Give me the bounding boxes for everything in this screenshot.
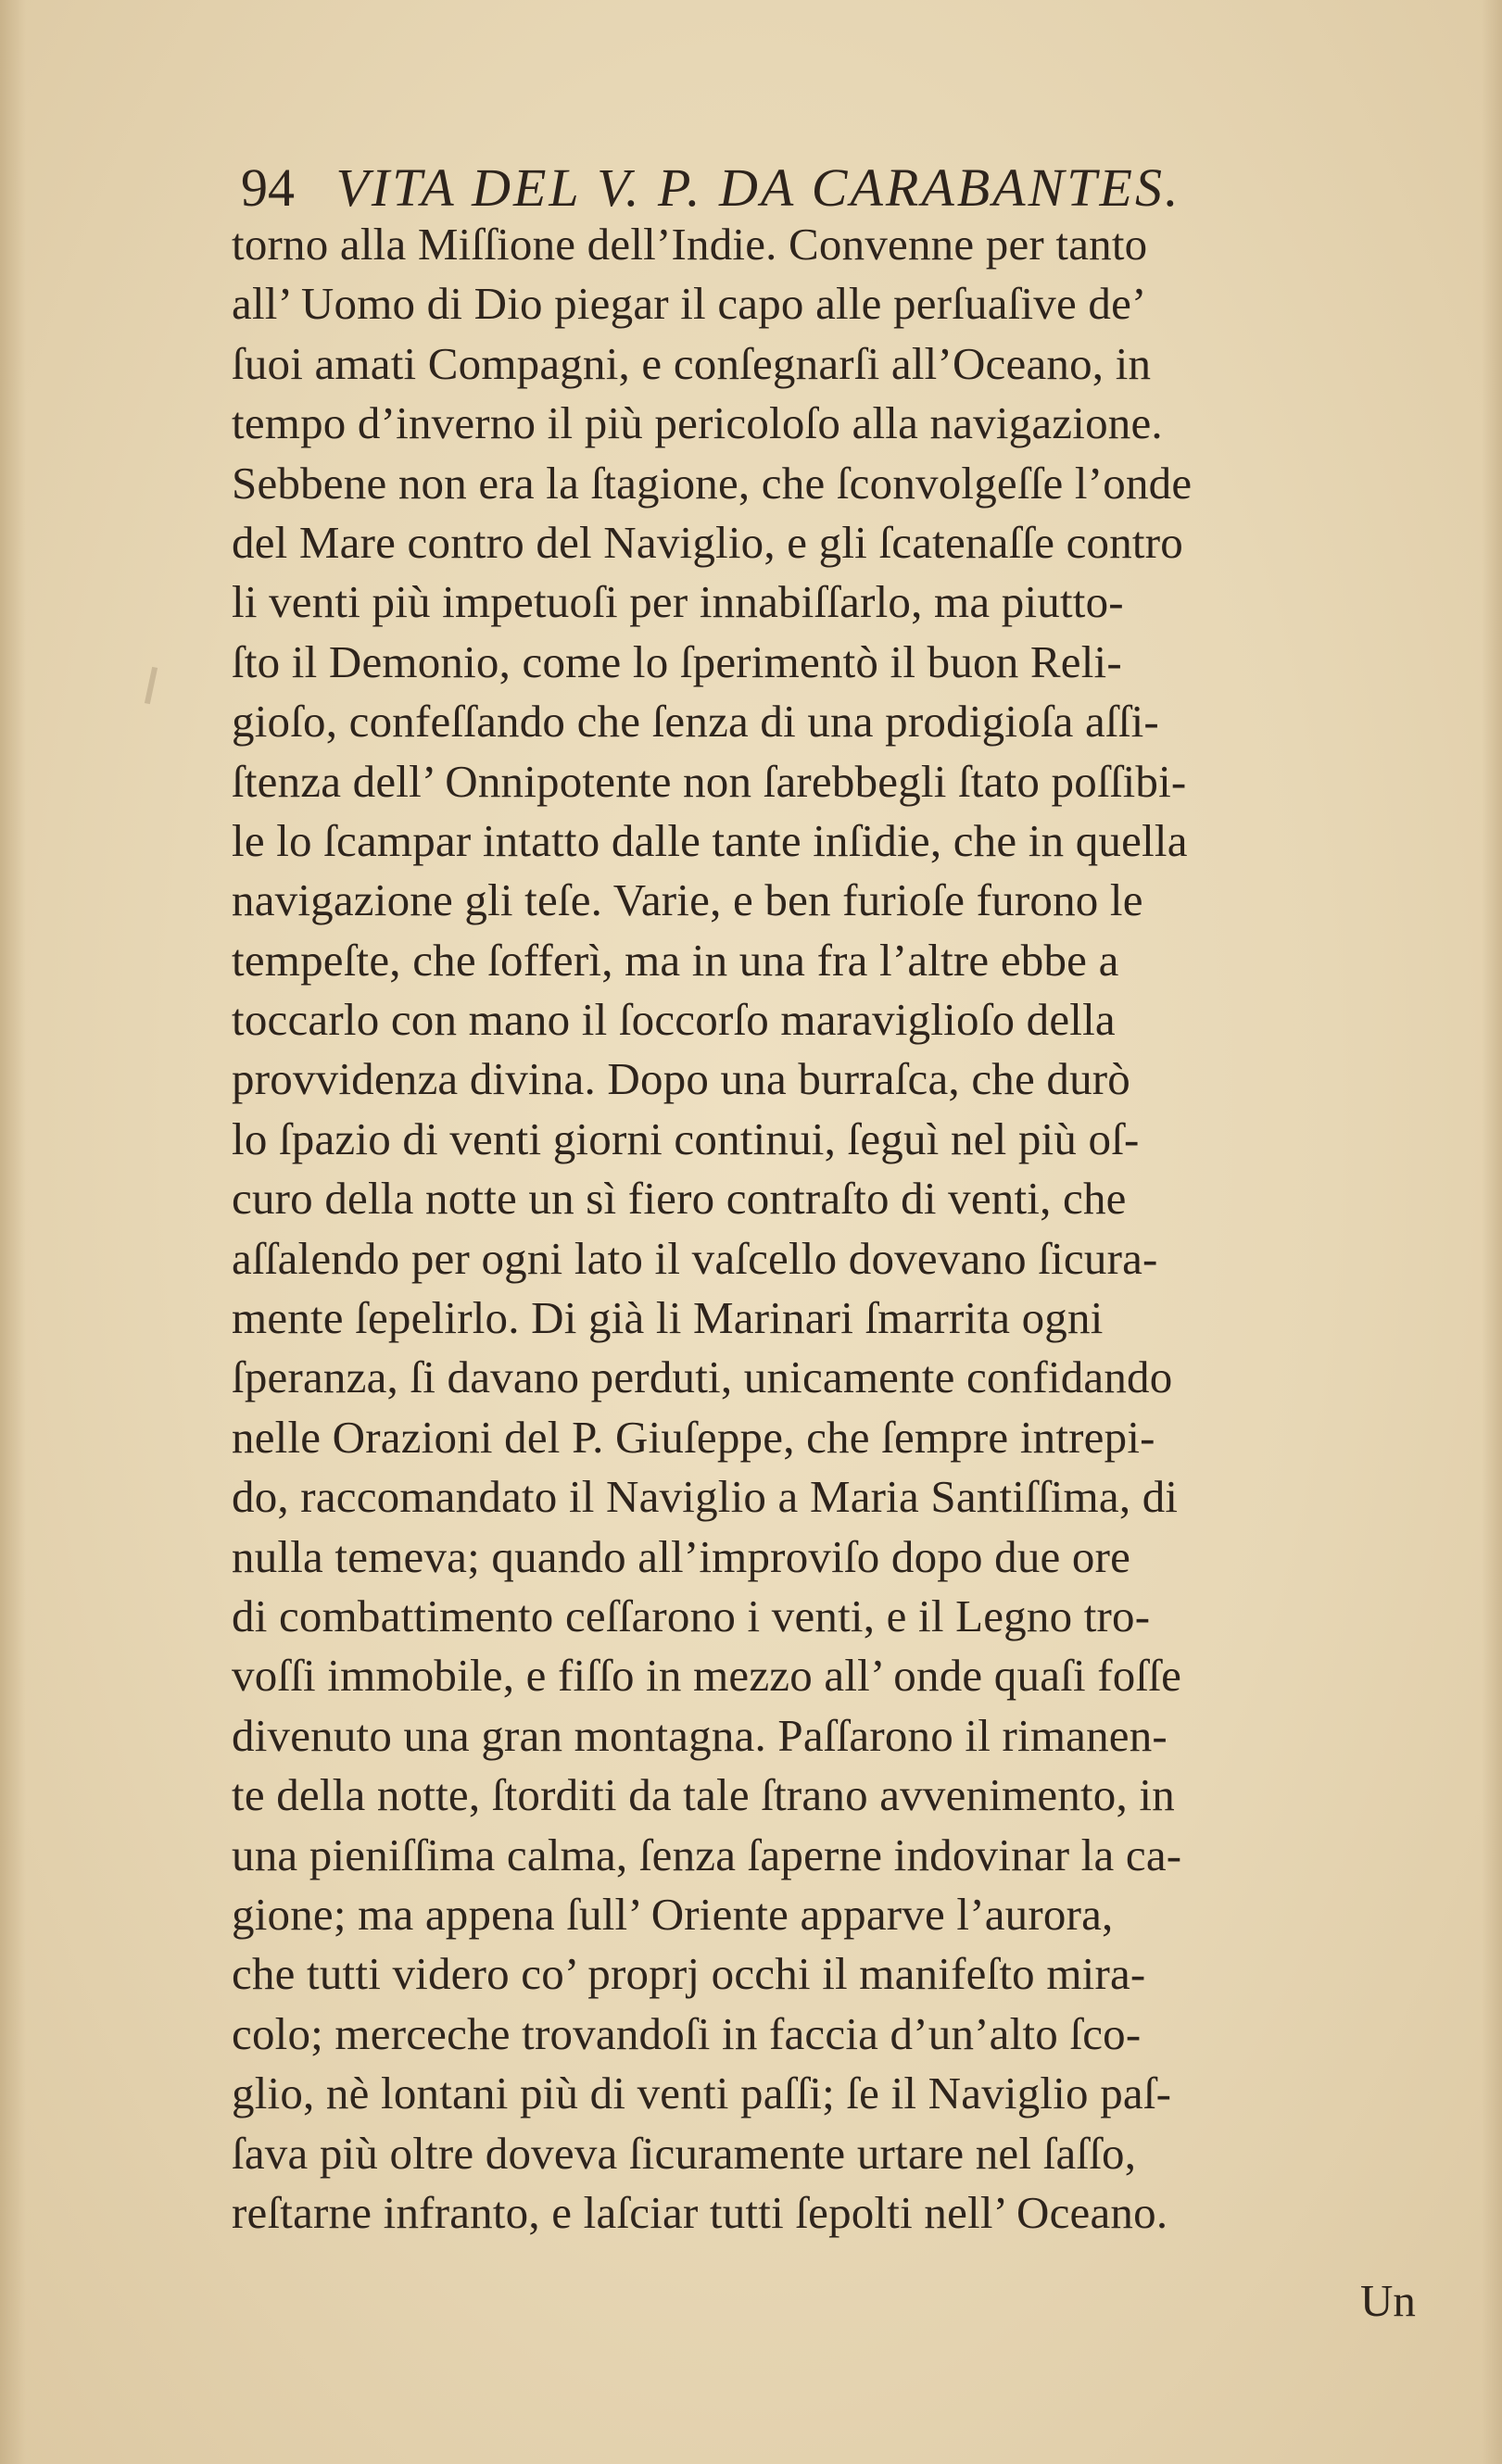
text-line: nulla temeva; quando all’improviſo dopo due ore bbox=[232, 1530, 1131, 1582]
text-line: ſperanza, ſi davano perduti, unicamente confidando bbox=[232, 1351, 1173, 1403]
text-line: navigazione gli teſe. Varie, e ben furioſe furono le bbox=[232, 874, 1143, 926]
text-line: una pieniſſima calma, ſenza ſaperne indovinar la ca- bbox=[232, 1829, 1182, 1880]
text-line: ſava più oltre doveva ſicuramente urtare nel ſaſſo, bbox=[232, 2127, 1137, 2179]
text-line: divenuto una gran montagna. Paſſarono il rimanen- bbox=[232, 1709, 1168, 1761]
text-line: gioſo, confeſſando che ſenza di una prodigioſa aſſi- bbox=[232, 696, 1159, 748]
text-line: lo ſpazio di venti giorni continui, ſeguì nel più oſ- bbox=[232, 1113, 1140, 1164]
text-line: provvidenza divina. Dopo una burraſca, che durò bbox=[232, 1053, 1130, 1105]
page-edge-shadow-left bbox=[0, 0, 26, 2464]
text-line: toccarlo con mano il ſoccorſo maraviglioſo della bbox=[232, 994, 1116, 1046]
text-line: aſſalendo per ogni lato il vaſcello dovevano ſicura- bbox=[232, 1232, 1158, 1284]
text-line: tempo d’inverno il più pericoloſo alla navigazione. bbox=[232, 397, 1163, 449]
paper-mark bbox=[145, 667, 158, 704]
text-line: curo della notte un sì fiero contraſto di venti, che bbox=[232, 1173, 1127, 1225]
text-line: mente ſepelirlo. Di già li Marinari ſmarrita ogni bbox=[232, 1292, 1104, 1344]
running-head: VITA DEL V. P. DA CARABANTES. bbox=[335, 157, 1181, 218]
text-line: Sebbene non era la ſtagione, che ſconvolgeſſe l’onde bbox=[232, 457, 1193, 509]
text-line: tempeſte, che ſofferì, ma in una fra l’altre ebbe a bbox=[232, 934, 1119, 986]
text-line: do, raccomandato il Naviglio a Maria Santiſſima, di bbox=[232, 1471, 1179, 1523]
catchword: Un bbox=[1360, 2275, 1416, 2326]
text-line: li venti più impetuoſi per innabiſſarlo, ma piutto- bbox=[232, 576, 1124, 628]
text-line: nelle Orazioni del P. Giuſeppe, che ſempre intrepi- bbox=[232, 1411, 1155, 1463]
text-line: torno alla Miſſione dell’Indie. Convenne per tanto bbox=[232, 219, 1148, 270]
text-line: colo; merceche trovandoſi in faccia d’un’alto ſco- bbox=[232, 2007, 1142, 2059]
text-line: glio, nè lontani più di venti paſſi; ſe il Naviglio paſ- bbox=[232, 2068, 1172, 2119]
text-line: ſtenza dell’ Onnipotente non ſarebbegli ſtato poſſibi- bbox=[232, 755, 1187, 807]
text-line: all’ Uomo di Dio piegar il capo alle perſuaſive de’ bbox=[232, 278, 1147, 330]
page-number: 94 bbox=[241, 157, 295, 218]
text-line: voſſi immobile, e fiſſo in mezzo all’ onde quaſi foſſe bbox=[232, 1650, 1182, 1702]
text-line: di combattimento ceſſarono i venti, e il Legno tro- bbox=[232, 1590, 1151, 1641]
text-line: del Mare contro del Naviglio, e gli ſcatenaſſe contro bbox=[232, 516, 1183, 568]
text-line: ſuoi amati Compagni, e conſegnarſi all’Oceano, in bbox=[232, 337, 1152, 389]
body-text bbox=[232, 215, 1492, 2243]
text-line: che tutti videro co’ proprj occhi il manifeſto mira- bbox=[232, 1948, 1146, 2000]
text-line: te della notte, ſtorditi da tale ſtrano avvenimento, in bbox=[232, 1769, 1175, 1821]
text-line: reſtarne infranto, e laſciar tutti ſepolti nell’ Oceano. bbox=[232, 2186, 1168, 2238]
text-line: gione; ma appena ſull’ Oriente apparve l’aurora, bbox=[232, 1888, 1114, 1940]
page-header bbox=[241, 156, 1445, 220]
text-line: le lo ſcampar intatto dalle tante inſidie, che in quella bbox=[232, 814, 1188, 866]
text-line: ſto il Demonio, come lo ſperimentò il buon Reli- bbox=[232, 635, 1122, 687]
